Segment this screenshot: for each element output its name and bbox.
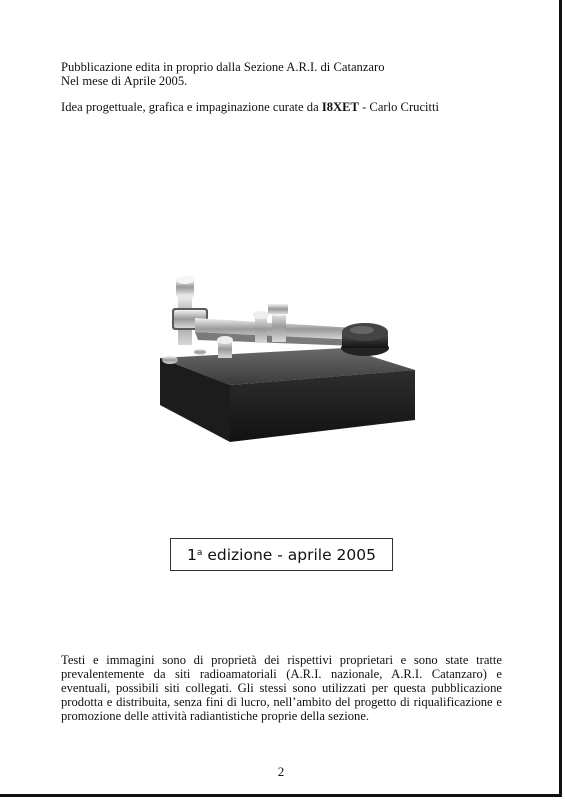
credit-suffix: - Carlo Crucitti — [358, 100, 440, 114]
edition-box — [170, 538, 393, 571]
date-line: Nel mese di Aprile 2005. — [61, 74, 188, 88]
disclaimer-paragraph: Testi e immagini sono di proprietà dei rispettivi proprietari e sono state tratte prevalentemente da siti radioamatoriali (A.R.I. nazionale, A.R.I. Catanzaro) e eventuali, possibili siti collegati. Gli stessi sono utilizzati per questa pubblicazione prodotta e distribuita, senza fini di lucro, nell’ambito del progetto di riqualificazione e promozione delle attività radiantistiche proprie della sezione. — [61, 652, 502, 724]
telegraph-key-image — [150, 270, 425, 450]
credit-prefix: Idea progettuale, grafica e impaginazione curate da — [61, 100, 322, 114]
callsign: I8XET — [321, 100, 359, 114]
page-number: 2 — [277, 764, 285, 779]
credit-line — [61, 100, 439, 114]
publisher-line: Pubblicazione edita in proprio dalla Sezione A.R.I. di Catanzaro — [61, 60, 385, 74]
publication-header — [61, 60, 439, 114]
edition-text: edizione - aprile 2005 — [202, 545, 376, 564]
edition-superscript: a — [196, 547, 203, 558]
telegraph-key-illustration-icon — [150, 270, 425, 450]
edition-number: 1 — [187, 545, 197, 564]
